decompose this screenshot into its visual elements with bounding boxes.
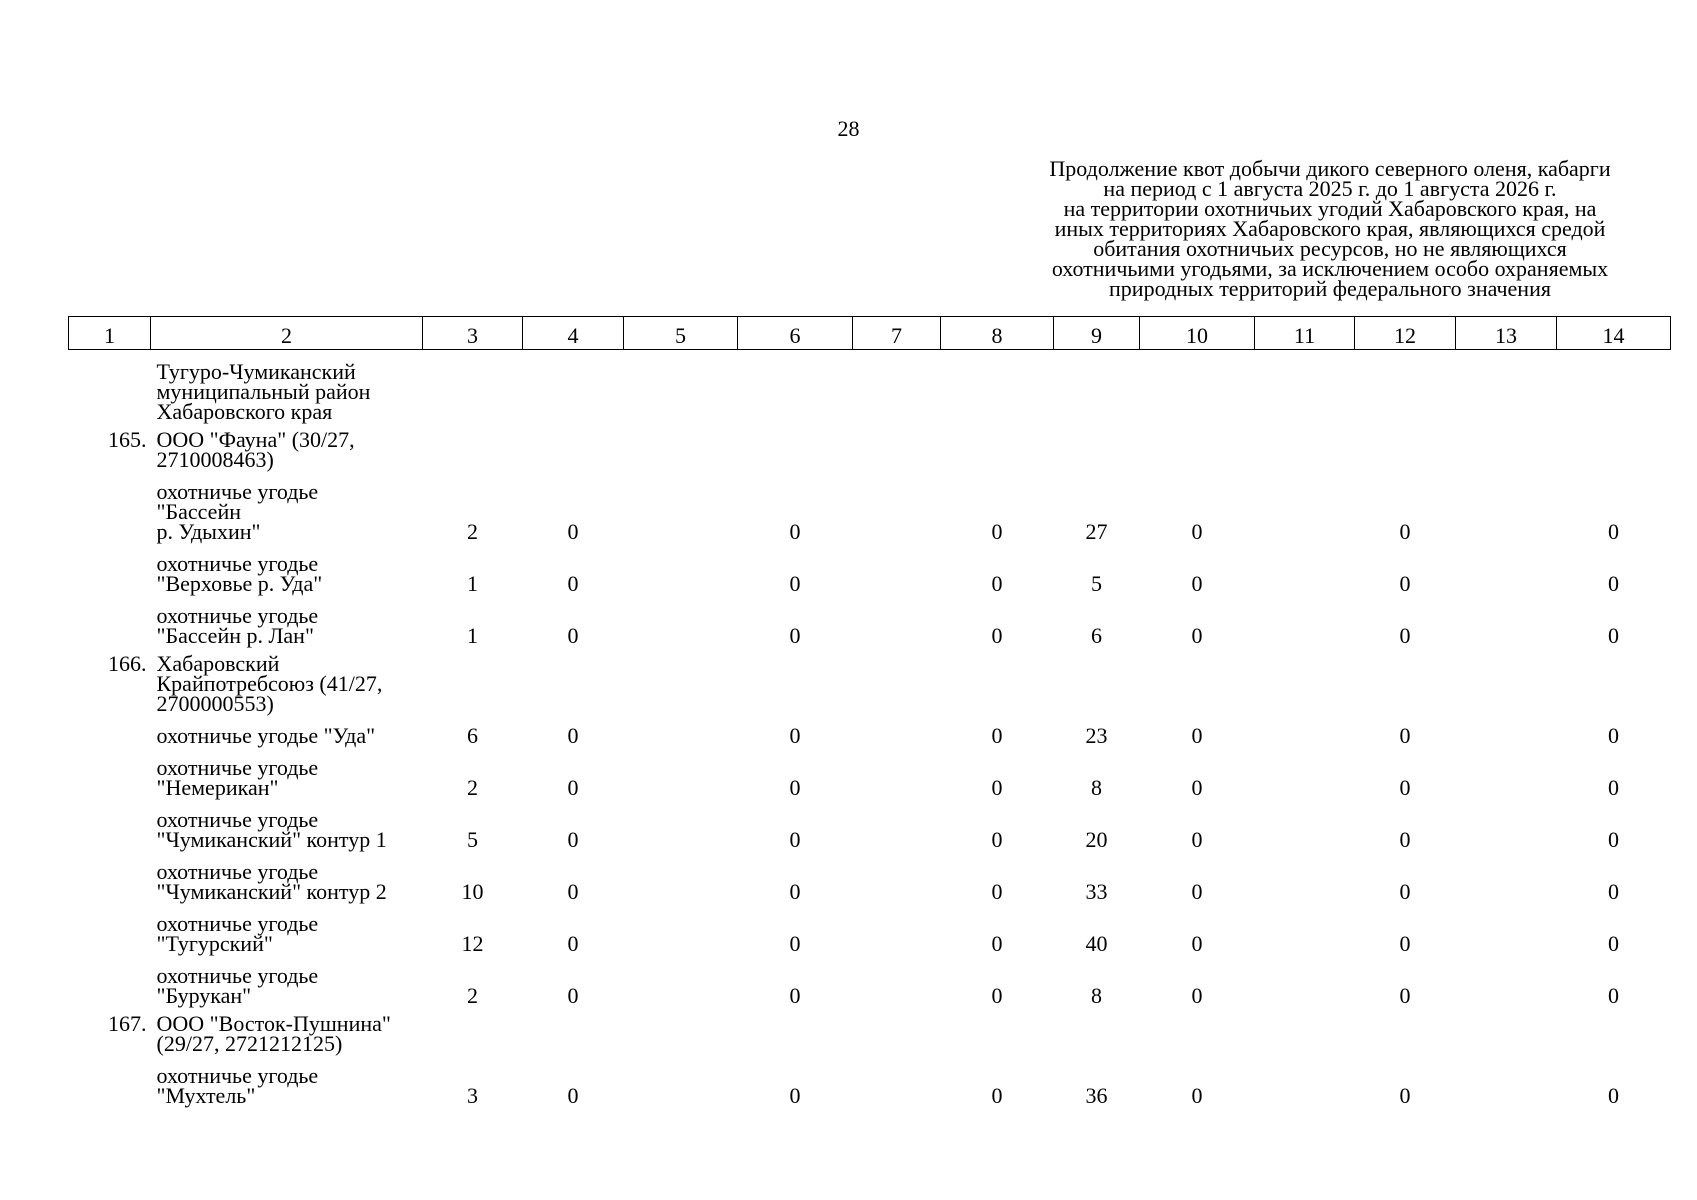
quota-value-col-13 xyxy=(1456,850,1557,902)
hunting-ground-name-line: "Бурукан" xyxy=(156,983,252,1008)
quota-value-col-6: 0 xyxy=(789,775,801,800)
column-header: 4 xyxy=(523,317,624,350)
quota-value-col-8: 0 xyxy=(991,571,1003,596)
quota-value-col-6: 0 xyxy=(789,931,801,956)
quota-value-col-7 xyxy=(853,542,941,594)
quota-value-col-14: 0 xyxy=(1608,931,1619,956)
organization-name-line: ООО "Восток-Пушнина" xyxy=(156,1011,391,1036)
hunting-ground-name xyxy=(151,594,423,646)
hunting-ground-name-line: охотничье угодье xyxy=(156,911,319,936)
quota-value-col-8: 0 xyxy=(991,827,1003,852)
quota-value-col-3: 6 xyxy=(467,723,478,748)
column-header: 8 xyxy=(941,317,1054,350)
hunting-ground-name xyxy=(151,714,423,746)
organization-name-line: Крайпотребсоюз (41/27, xyxy=(156,671,383,696)
quota-value-col-7 xyxy=(853,1054,941,1106)
table-caption xyxy=(1000,156,1660,301)
quota-value-col-11 xyxy=(1255,850,1355,902)
column-header: 3 xyxy=(423,317,523,350)
quota-value-col-10: 0 xyxy=(1191,723,1203,748)
quota-value-col-9: 33 xyxy=(1085,879,1108,904)
quota-value-col-4: 0 xyxy=(567,623,579,648)
column-header: 6 xyxy=(738,317,853,350)
quota-value-col-4: 0 xyxy=(567,879,579,904)
quota-value-col-13 xyxy=(1456,1054,1557,1106)
quota-value-col-3: 1 xyxy=(467,571,478,596)
quota-value-col-7 xyxy=(853,470,941,542)
quota-value-col-8: 0 xyxy=(991,519,1003,544)
hunting-ground-row xyxy=(69,714,1671,746)
hunting-ground-name-line: охотничье угодье xyxy=(156,551,319,576)
table-body xyxy=(69,350,1671,1107)
quota-value-col-14: 0 xyxy=(1608,775,1619,800)
organization-name-line: (29/27, 2721212125) xyxy=(156,1031,343,1056)
quota-value-col-4: 0 xyxy=(567,519,579,544)
organization-name xyxy=(151,1006,423,1054)
hunting-ground-name-line: охотничье угодье xyxy=(156,963,319,988)
quota-value-col-12: 0 xyxy=(1399,1083,1411,1108)
quota-value-col-5 xyxy=(624,594,738,646)
caption-line: на период с 1 августа 2025 г. до 1 августа 2026 г. xyxy=(1103,176,1557,201)
hunting-ground-name xyxy=(151,1054,423,1106)
hunting-ground-name-line: "Немерикан" xyxy=(156,775,279,800)
quota-value-col-9: 5 xyxy=(1091,571,1102,596)
quota-value-col-13 xyxy=(1456,954,1557,1006)
quota-value-col-13 xyxy=(1456,902,1557,954)
quota-value-col-9: 36 xyxy=(1085,1083,1108,1108)
quota-value-col-14: 0 xyxy=(1608,571,1619,596)
quota-value-col-9: 27 xyxy=(1085,519,1108,544)
quota-value-col-11 xyxy=(1255,902,1355,954)
caption-line: охотничьими угодьями, за исключением особо охраняемых xyxy=(1051,256,1609,281)
organization-name-line: 2700000553) xyxy=(156,691,274,716)
column-header: 7 xyxy=(853,317,941,350)
quota-value-col-6: 0 xyxy=(789,827,801,852)
quota-value-col-14: 0 xyxy=(1608,623,1619,648)
quota-value-col-14: 0 xyxy=(1608,827,1619,852)
quota-value-col-10: 0 xyxy=(1191,775,1203,800)
quota-value-col-3: 1 xyxy=(467,623,478,648)
quota-value-col-5 xyxy=(624,470,738,542)
column-header: 10 xyxy=(1140,317,1255,350)
organization-name-line: Хабаровский xyxy=(156,651,280,676)
quota-value-col-13 xyxy=(1456,542,1557,594)
quota-value-col-13 xyxy=(1456,714,1557,746)
quota-value-col-8: 0 xyxy=(991,723,1003,748)
district-name-line: Тугуро-Чумиканский xyxy=(156,359,356,384)
organization-number: 165. xyxy=(108,427,147,452)
quota-value-col-11 xyxy=(1255,746,1355,798)
quota-value-col-6: 0 xyxy=(789,723,801,748)
organization-number: 167. xyxy=(108,1011,147,1036)
column-header: 14 xyxy=(1557,317,1671,350)
hunting-ground-row xyxy=(69,594,1671,646)
quota-value-col-4: 0 xyxy=(567,983,579,1008)
quota-table xyxy=(68,316,1671,1106)
quota-value-col-9: 40 xyxy=(1085,931,1108,956)
quota-value-col-7 xyxy=(853,850,941,902)
quota-value-col-11 xyxy=(1255,954,1355,1006)
hunting-ground-name xyxy=(151,954,423,1006)
hunting-ground-name-line: охотничье угодье xyxy=(156,1063,319,1088)
column-header: 13 xyxy=(1456,317,1557,350)
column-header: 9 xyxy=(1054,317,1140,350)
quota-value-col-5 xyxy=(624,902,738,954)
quota-value-col-10: 0 xyxy=(1191,827,1203,852)
quota-value-col-14: 0 xyxy=(1608,1083,1619,1108)
hunting-ground-name-line: "Чумиканский" контур 2 xyxy=(156,879,387,904)
quota-value-col-9: 20 xyxy=(1085,827,1108,852)
quota-value-col-13 xyxy=(1456,746,1557,798)
hunting-ground-row xyxy=(69,902,1671,954)
quota-value-col-14: 0 xyxy=(1608,879,1619,904)
quota-value-col-7 xyxy=(853,746,941,798)
caption-line: Продолжение квот добычи дикого северного оленя, кабарги xyxy=(1049,156,1611,181)
hunting-ground-name-line: "Чумиканский" контур 1 xyxy=(156,827,387,852)
hunting-ground-name-line: охотничье угодье "Уда" xyxy=(156,723,376,748)
quota-value-col-4: 0 xyxy=(567,931,579,956)
quota-value-col-10: 0 xyxy=(1191,571,1203,596)
quota-value-col-6: 0 xyxy=(789,623,801,648)
district-name-line: муниципальный район xyxy=(156,379,371,404)
hunting-ground-name-line: охотничье угодье xyxy=(156,479,319,504)
quota-value-col-12: 0 xyxy=(1399,827,1411,852)
quota-value-col-14: 0 xyxy=(1608,983,1619,1008)
quota-value-col-14: 0 xyxy=(1608,519,1619,544)
quota-value-col-3: 3 xyxy=(467,1083,478,1108)
quota-value-col-4: 0 xyxy=(567,723,579,748)
quota-value-col-8: 0 xyxy=(991,879,1003,904)
quota-value-col-12: 0 xyxy=(1399,723,1411,748)
quota-value-col-5 xyxy=(624,798,738,850)
column-header: 2 xyxy=(151,317,423,350)
quota-value-col-10: 0 xyxy=(1191,931,1203,956)
quota-value-col-8: 0 xyxy=(991,1083,1003,1108)
quota-value-col-4: 0 xyxy=(567,827,579,852)
hunting-ground-name-line: "Бассейн р. Лан" xyxy=(156,623,314,648)
hunting-ground-name-line: охотничье угодье xyxy=(156,603,319,628)
hunting-ground-name xyxy=(151,542,423,594)
hunting-ground-name xyxy=(151,902,423,954)
quota-value-col-3: 2 xyxy=(467,983,478,1008)
quota-value-col-5 xyxy=(624,954,738,1006)
quota-value-col-12: 0 xyxy=(1399,519,1411,544)
quota-value-col-3: 2 xyxy=(467,775,478,800)
quota-value-col-9: 6 xyxy=(1091,623,1102,648)
hunting-ground-name-line: охотничье угодье xyxy=(156,807,319,832)
quota-value-col-3: 10 xyxy=(461,879,484,904)
quota-value-col-4: 0 xyxy=(567,1083,579,1108)
hunting-ground-row xyxy=(69,850,1671,902)
organization-row xyxy=(69,1006,1671,1054)
quota-value-col-10: 0 xyxy=(1191,879,1203,904)
hunting-ground-row xyxy=(69,542,1671,594)
district-row xyxy=(69,350,1671,423)
quota-value-col-5 xyxy=(624,542,738,594)
hunting-ground-name-line: "Бассейн xyxy=(156,499,241,524)
quota-value-col-7 xyxy=(853,798,941,850)
quota-value-col-12: 0 xyxy=(1399,983,1411,1008)
quota-value-col-9: 8 xyxy=(1091,983,1102,1008)
hunting-ground-name xyxy=(151,746,423,798)
quota-value-col-13 xyxy=(1456,798,1557,850)
quota-value-col-5 xyxy=(624,850,738,902)
column-header: 1 xyxy=(69,317,151,350)
column-header: 12 xyxy=(1355,317,1456,350)
quota-value-col-5 xyxy=(624,1054,738,1106)
hunting-ground-row xyxy=(69,798,1671,850)
page-number: 28 xyxy=(837,116,860,141)
hunting-ground-row xyxy=(69,470,1671,542)
quota-value-col-11 xyxy=(1255,470,1355,542)
column-header: 5 xyxy=(624,317,738,350)
hunting-ground-row xyxy=(69,746,1671,798)
quota-value-col-7 xyxy=(853,594,941,646)
quota-value-col-4: 0 xyxy=(567,571,579,596)
hunting-ground-name-line: "Мухтель" xyxy=(156,1083,256,1108)
quota-value-col-10: 0 xyxy=(1191,519,1203,544)
hunting-ground-name-line: "Верховье р. Уда" xyxy=(156,571,323,596)
organization-name-line: 2710008463) xyxy=(156,447,274,472)
quota-value-col-12: 0 xyxy=(1399,879,1411,904)
organization-row xyxy=(69,646,1671,714)
organization-name xyxy=(151,646,423,714)
quota-value-col-12: 0 xyxy=(1399,623,1411,648)
organization-name xyxy=(151,422,423,470)
quota-value-col-12: 0 xyxy=(1399,775,1411,800)
quota-value-col-11 xyxy=(1255,714,1355,746)
quota-value-col-10: 0 xyxy=(1191,983,1203,1008)
organization-row xyxy=(69,422,1671,470)
hunting-ground-row xyxy=(69,1054,1671,1106)
quota-value-col-11 xyxy=(1255,542,1355,594)
quota-value-col-11 xyxy=(1255,798,1355,850)
quota-value-col-6: 0 xyxy=(789,571,801,596)
quota-value-col-4: 0 xyxy=(567,775,579,800)
quota-value-col-6: 0 xyxy=(789,1083,801,1108)
quota-value-col-9: 8 xyxy=(1091,775,1102,800)
quota-value-col-10: 0 xyxy=(1191,1083,1203,1108)
quota-value-col-7 xyxy=(853,954,941,1006)
hunting-ground-name-line: охотничье угодье xyxy=(156,859,319,884)
quota-value-col-8: 0 xyxy=(991,983,1003,1008)
hunting-ground-name-line: охотничье угодье xyxy=(156,755,319,780)
hunting-ground-name xyxy=(151,798,423,850)
quota-value-col-10: 0 xyxy=(1191,623,1203,648)
quota-value-col-14: 0 xyxy=(1608,723,1619,748)
quota-value-col-13 xyxy=(1456,594,1557,646)
quota-value-col-9: 23 xyxy=(1085,723,1108,748)
district-name xyxy=(151,350,423,423)
quota-value-col-6: 0 xyxy=(789,879,801,904)
district-name-line: Хабаровского края xyxy=(156,399,333,424)
quota-value-col-3: 5 xyxy=(467,827,478,852)
quota-value-col-12: 0 xyxy=(1399,571,1411,596)
hunting-ground-name xyxy=(151,470,423,542)
column-header: 11 xyxy=(1255,317,1355,350)
quota-value-col-6: 0 xyxy=(789,983,801,1008)
quota-value-col-5 xyxy=(624,714,738,746)
hunting-ground-name xyxy=(151,850,423,902)
hunting-ground-name-line: "Тугурский" xyxy=(156,931,273,956)
quota-value-col-13 xyxy=(1456,470,1557,542)
quota-value-col-12: 0 xyxy=(1399,931,1411,956)
organization-name-line: ООО "Фауна" (30/27, xyxy=(156,427,355,452)
quota-value-col-7 xyxy=(853,714,941,746)
quota-value-col-8: 0 xyxy=(991,623,1003,648)
organization-number: 166. xyxy=(108,651,147,676)
hunting-ground-row xyxy=(69,954,1671,1006)
caption-line: иных территориях Хабаровского края, являющихся средой xyxy=(1054,216,1606,241)
caption-line: обитания охотничьих ресурсов, но не являющихся xyxy=(1093,236,1567,261)
caption-line: на территории охотничьих угодий Хабаровского края, на xyxy=(1063,196,1597,221)
quota-value-col-7 xyxy=(853,902,941,954)
quota-value-col-8: 0 xyxy=(991,931,1003,956)
quota-value-col-11 xyxy=(1255,1054,1355,1106)
quota-value-col-11 xyxy=(1255,594,1355,646)
caption-line: природных территорий федерального значения xyxy=(1109,276,1551,301)
column-number-row xyxy=(69,317,1671,350)
quota-value-col-5 xyxy=(624,746,738,798)
hunting-ground-name-line: р. Удыхин" xyxy=(156,519,261,544)
quota-value-col-6: 0 xyxy=(789,519,801,544)
quota-value-col-3: 2 xyxy=(467,519,478,544)
quota-value-col-3: 12 xyxy=(461,931,484,956)
quota-value-col-8: 0 xyxy=(991,775,1003,800)
